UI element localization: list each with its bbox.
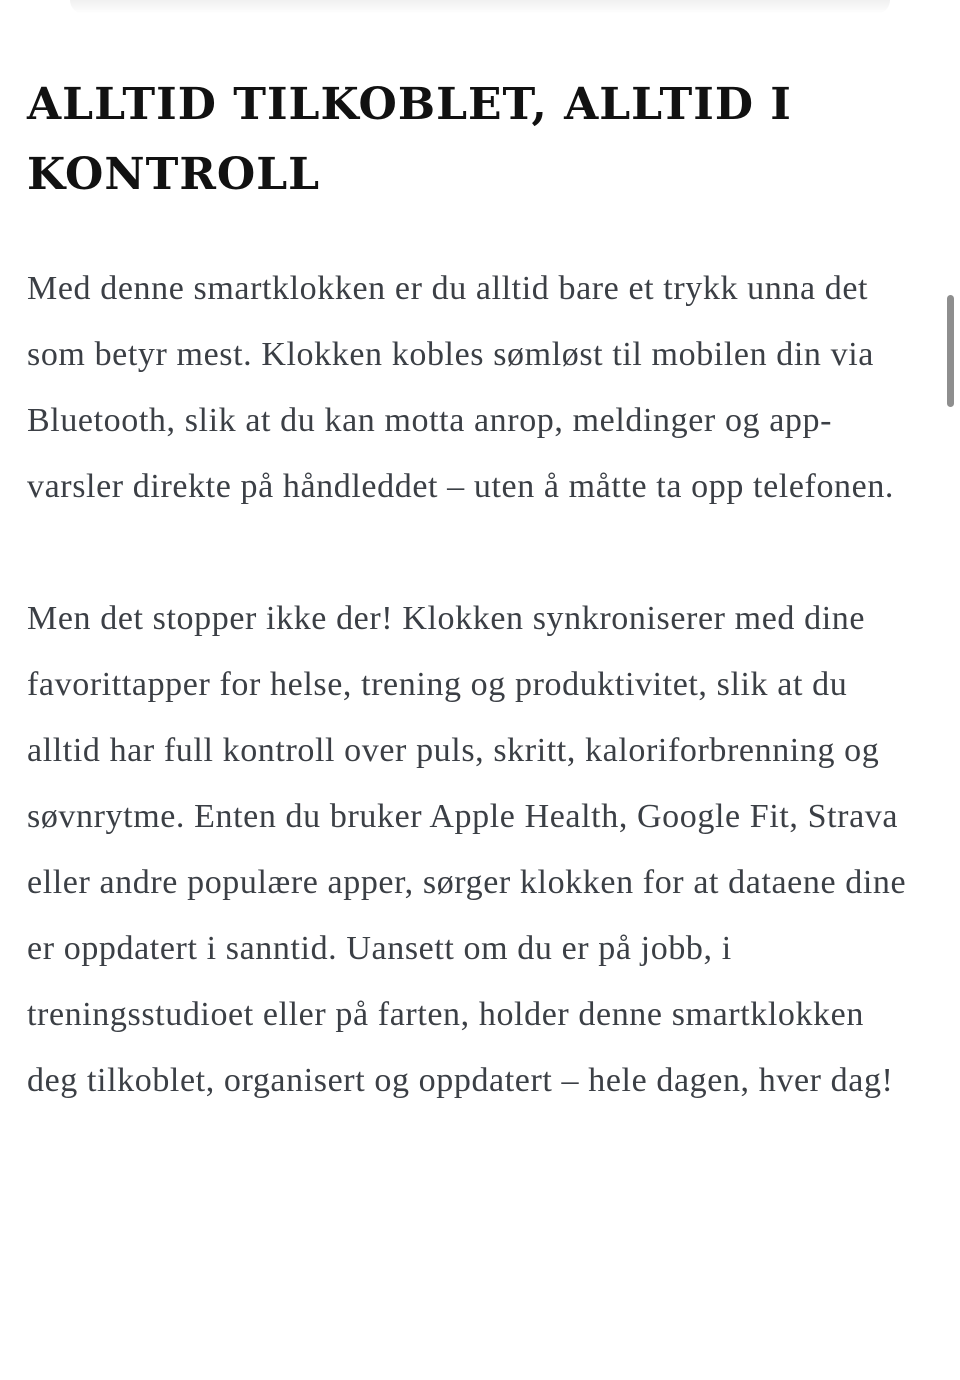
top-card-shadow xyxy=(70,0,890,14)
scrollbar-thumb[interactable] xyxy=(947,295,954,407)
paragraph-connectivity: Med denne smartklokken er du alltid bare et trykk unna det som betyr mest. Klokken kobles sømløst til mobilen din via Bluetooth, slik at du kan motta anrop, meldinger og app-varsler direkte på håndleddet – uten å måtte ta opp telefonen. xyxy=(27,270,895,505)
section-title: ALLTID TILKOBLET, ALLTID I KONTROLL xyxy=(27,79,792,200)
paragraph-app-sync: Men det stopper ikke der! Klokken synkroniserer med dine favorittapper for helse, trening og produktivitet, slik at du alltid har full kontroll over puls, skritt, kaloriforbrenning og søvnrytme. Enten du bruker Apple Health, Google Fit, Strava eller andre populære apper, sørger klokken for at dataene dine er oppdatert i sanntid. Uansett om du er på jobb, i treningsstudioet eller på farten, holder denne smartklokken deg tilkoblet, organisert og oppdatert – hele dagen, hver dag! xyxy=(27,600,907,1099)
article-content xyxy=(27,70,917,1114)
